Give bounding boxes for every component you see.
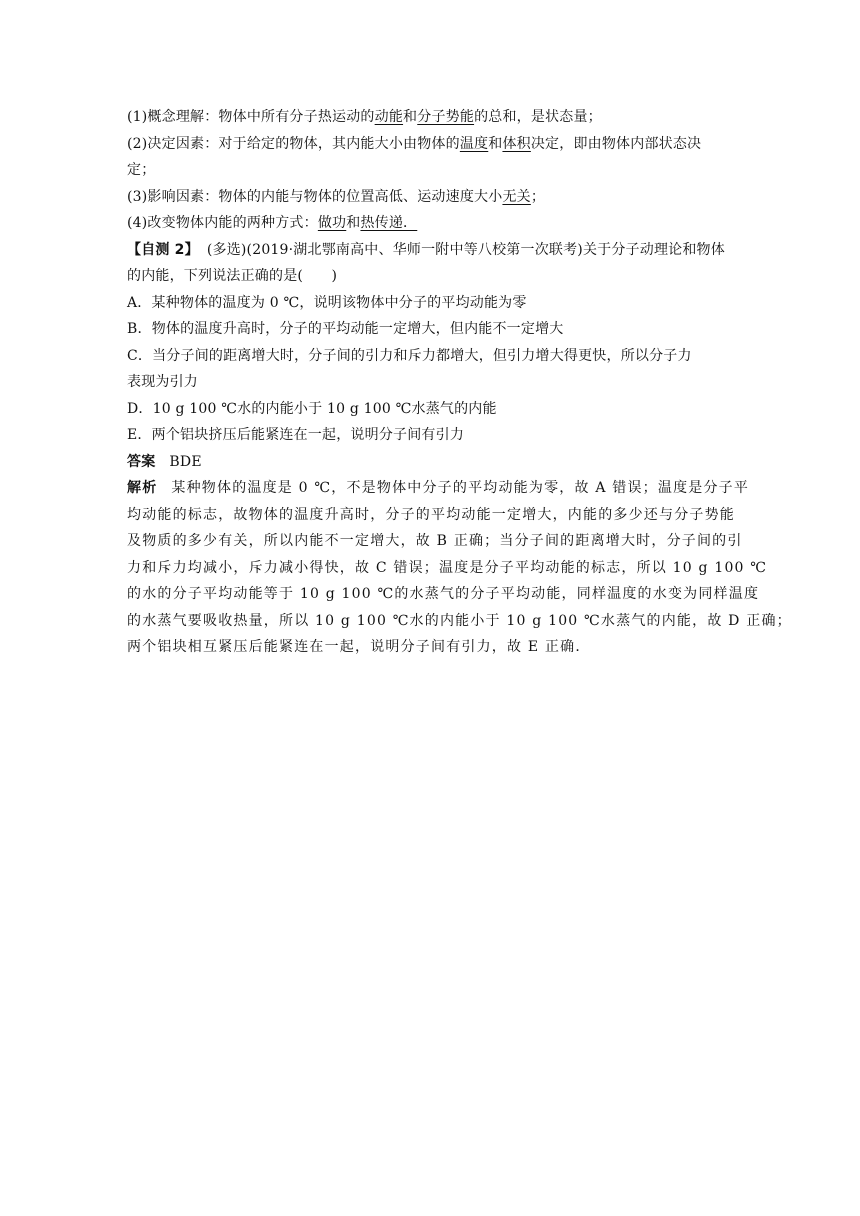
option-c-continued: 表现为引力 — [127, 374, 198, 390]
option-d: D．10 g 100 ℃水的内能小于 10 g 100 ℃水蒸气的内能 — [127, 400, 497, 417]
concept-line-1: (1)概念理解：物体中所有分子热运动的动能和分子势能的总和，是状态量； — [127, 109, 602, 125]
concept-line-2-continued: 定； — [127, 162, 156, 178]
underlined-term: 温度 — [459, 135, 489, 152]
option-c: C．当分子间的距离增大时，分子间的引力和斥力都增大，但引力增大得更快，所以分子力 — [127, 347, 692, 364]
analysis-line-7: 两个铝块相互紧压后能紧连在一起，说明分子间有引力，故 E 正确． — [127, 639, 591, 655]
document-content — [127, 104, 792, 661]
analysis-line-6: 的水蒸气要吸收热量，所以 10 g 100 ℃水的内能小于 10 g 100 ℃水蒸气的内能，故 D 正确； — [127, 612, 792, 629]
option-e: E．两个铝块挤压后能紧连在一起，说明分子间有引力 — [127, 427, 465, 443]
concept-line-3: (3)影响因素：物体的内能与物体的位置高低、运动速度大小无关； — [127, 188, 546, 205]
answer-line — [127, 449, 763, 476]
analysis-line-3: 及物质的多少有关，所以内能不一定增大，故 B 正确；当分子间的距离增大时，分子间的引 — [127, 533, 743, 549]
option-b: B．物体的温度升高时，分子的平均动能一定增大，但内能不一定增大 — [127, 321, 564, 337]
underlined-term: 动能 — [374, 109, 404, 125]
underlined-term: 热传递． — [360, 215, 418, 231]
underlined-term: 无关 — [502, 188, 531, 205]
analysis-line-4: 力和斥力均减小，斥力减小得快，故 C 错误；温度是分子平均动能的标志，所以 10 g 100 ℃ — [127, 559, 768, 576]
question-tag: 【自测 2】 — [127, 241, 199, 258]
analysis-line-2: 均动能的标志，故物体的温度升高时，分子的平均动能一定增大，内能的多少还与分子势能 — [127, 506, 735, 523]
question-stem-line-2: 的内能，下列说法正确的是( ) — [127, 268, 338, 284]
underlined-term: 分子势能 — [417, 109, 475, 125]
answer-value: BDE — [169, 453, 202, 470]
concept-line-2: (2)决定因素：对于给定的物体，其内能大小由物体的温度和体积决定，即由物体内部状态决 — [127, 135, 702, 152]
question-stem-line-1: 【自测 2】 (多选)(2019·湖北鄂南高中、华师一附中等八校第一次联考)关于分子动理论和物体 — [127, 241, 725, 258]
analysis-line-5: 的水的分子平均动能等于 10 g 100 ℃的水蒸气的分子平均动能，同样温度的水变为同样温度 — [127, 586, 760, 602]
underlined-term: 体积 — [502, 135, 531, 152]
underlined-term: 做功 — [317, 215, 347, 231]
answer-label: 答案 — [127, 453, 156, 470]
analysis-label: 解析 — [127, 480, 158, 496]
option-a: A．某种物体的温度为 0 ℃，说明该物体中分子的平均动能为零 — [127, 294, 527, 311]
concept-line-4: (4)改变物体内能的两种方式：做功和热传递． — [127, 215, 418, 231]
analysis-line-1: 解析 某种物体的温度是 0 ℃，不是物体中分子的平均动能为零，故 A 错误；温度是分子平 — [127, 480, 750, 496]
